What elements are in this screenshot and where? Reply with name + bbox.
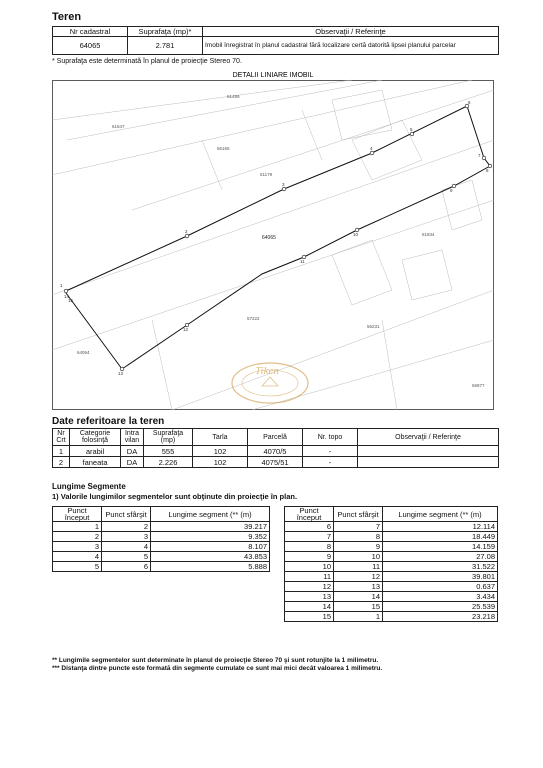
point-label: 5 [410,127,413,132]
observatii-value: Imobil înregistrat în planul cadastral fără localizare certă datorită lipsei planului parcelar [203,37,499,55]
header-punct-inceput: Punct început [53,507,102,522]
point-label: 9 [450,188,453,193]
segment-start: 7 [285,532,334,542]
segment-start: 8 [285,542,334,552]
segment-length: 43.853 [151,552,270,562]
segment-row [285,532,498,542]
segment-end: 10 [334,552,383,562]
segment-start: 9 [285,552,334,562]
header-lungime: Lungime segment (** (m) [383,507,498,522]
neighbor-parcel-label: 51179 [260,172,273,177]
segment-length: 0.637 [383,582,498,592]
segment-start: 14 [285,602,334,612]
point-label: 3 [282,182,285,187]
segment-end: 8 [334,532,383,542]
segment-row [285,572,498,582]
segment-row [53,552,270,562]
neighbor-parcel-label: 56231 [367,324,380,329]
date-teren-table [52,428,499,468]
header-punct-sfarsit: Punct sfârşit [334,507,383,522]
segment-start: 13 [285,592,334,602]
segment-start: 6 [285,522,334,532]
segment-row [285,592,498,602]
segment-length: 14.159 [383,542,498,552]
segment-start: 12 [285,582,334,592]
segment-start: 3 [53,542,102,552]
neighbor-parcel-label: 64064 [77,350,90,355]
stamp-text: Tiken [255,365,279,377]
segment-row [285,522,498,532]
segment-end: 2 [102,522,151,532]
header-suprafata: Suprafaţa (mp) [144,429,193,446]
header-nr-topo: Nr. topo [303,429,358,446]
segment-end: 5 [102,552,151,562]
segment-end: 11 [334,562,383,572]
segment-start: 11 [285,572,334,582]
point-label: 11 [300,259,305,264]
header-observatii: Observaţii / Referinţe [203,27,499,37]
segment-length: 27.08 [383,552,498,562]
table-row: 1 arabil DA 555 102 4070/5 - [53,446,499,457]
header-nr-crt: Nr Crt [53,429,70,446]
segment-length: 8.107 [151,542,270,552]
segment-row [53,542,270,552]
segment-end: 7 [334,522,383,532]
neighbor-parcel-label: 56165 [217,146,230,151]
segment-length: 12.114 [383,522,498,532]
segment-length: 5.888 [151,562,270,572]
segment-row [285,562,498,572]
point-label: 2 [185,229,188,234]
segment-row [285,602,498,612]
header-punct-sfarsit: Punct sfârşit [102,507,151,522]
map-title: DETALII LINIARE IMOBIL [232,72,314,79]
segment-start: 10 [285,562,334,572]
segment-start: 5 [53,562,102,572]
header-punct-inceput: Punct început [285,507,334,522]
segment-row [285,552,498,562]
segment-row [53,522,270,532]
segment-length: 18.449 [383,532,498,542]
header-observatii: Observaţii / Referinţe [358,429,499,446]
segment-row [53,532,270,542]
segment-length: 3.434 [383,592,498,602]
header-nr-cadastral: Nr cadastral [53,27,128,37]
segment-row [285,612,498,622]
segmente-subtitle: 1) Valorile lungimilor segmentelor sunt obţinute din proiecţie în plan. [52,492,298,501]
parcel-map [52,72,494,410]
segment-end: 13 [334,582,383,592]
teren-table [52,26,499,55]
point-label: 8 [486,168,489,173]
point-label: 12 [183,327,189,332]
header-tarla: Tarla [193,429,248,446]
segment-end: 1 [334,612,383,622]
segment-row [285,582,498,592]
parcel-label: 64065 [262,235,276,241]
neighbor-parcel-label: 61647 [112,124,125,129]
point-label: 13 [118,371,124,376]
segment-end: 14 [334,592,383,602]
point-label: 15 [68,298,74,303]
segment-end: 4 [102,542,151,552]
nr-cadastral-value: 64065 [53,37,128,55]
teren-title: Teren [52,11,82,23]
segment-start: 2 [53,532,102,542]
segment-end: 6 [102,562,151,572]
date-teren-title: Date referitoare la teren [52,416,165,427]
neighbor-parcel-label: 57222 [247,316,260,321]
point-label: 14 [64,294,70,299]
segment-length: 39.217 [151,522,270,532]
segments-table-left [52,506,270,572]
segment-start: 15 [285,612,334,622]
suprafata-value: 2.781 [128,37,203,55]
segment-row [285,542,498,552]
header-categorie: Categorie folosinţă [70,429,121,446]
table-row: 2 faneata DA 2.226 102 4075/51 - [53,457,499,468]
segment-length: 39.801 [383,572,498,582]
segment-length: 25.539 [383,602,498,612]
header-intravilan: Intra vilan [121,429,144,446]
segment-row [53,562,270,572]
point-label: 6 [468,100,471,105]
point-label: 7 [478,153,481,158]
segment-end: 3 [102,532,151,542]
header-suprafata: Suprafaţa (mp)* [128,27,203,37]
segment-length: 23.218 [383,612,498,622]
segment-end: 9 [334,542,383,552]
segment-start: 1 [53,522,102,532]
header-parcela: Parcelă [248,429,303,446]
footnote-1: ** Lungimile segmentelor sunt determinate în planul de proiecţie Stereo 70 şi sunt rotunjite la 1 milimetru. [52,657,379,664]
segment-end: 15 [334,602,383,612]
header-lungime: Lungime segment (** (m) [151,507,270,522]
footnote-2: *** Distanţa dintre puncte este formată din segmente cumulate ce sunt mai mici decât valoarea 1 milimetru. [52,665,383,672]
segments-table-right [284,506,498,622]
segmente-title: Lungime Segmente [52,482,126,491]
neighbor-parcel-label: 61834 [422,232,435,237]
segment-length: 31.522 [383,562,498,572]
segment-end: 12 [334,572,383,582]
segment-length: 9.352 [151,532,270,542]
teren-note: * Suprafaţa este determinată în planul de proiecţie Stereo 70. [52,58,242,65]
point-label: 1 [60,283,63,288]
neighbor-parcel-label: 61489 [227,94,240,99]
neighbor-parcel-label: 56877 [472,383,485,388]
point-label: 10 [353,232,359,237]
point-label: 4 [370,146,373,151]
segment-start: 4 [53,552,102,562]
